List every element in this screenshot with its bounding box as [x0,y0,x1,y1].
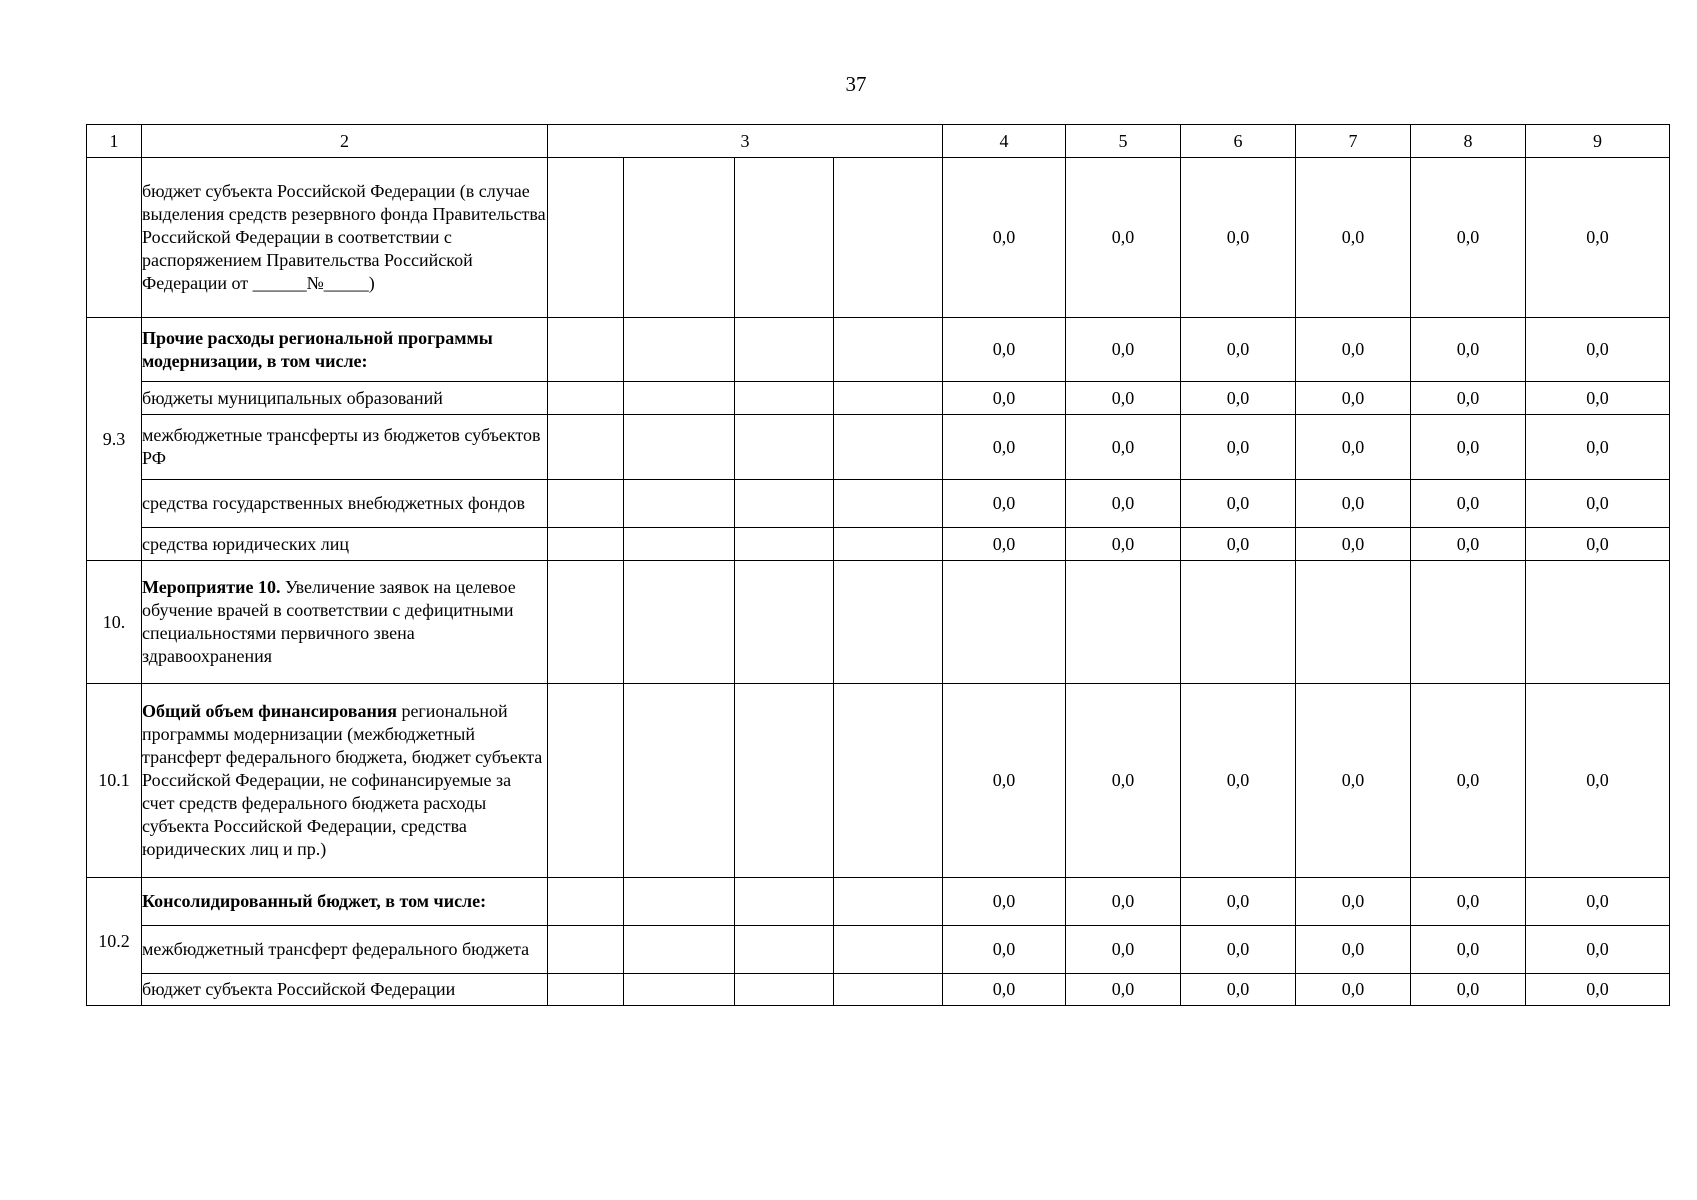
value-cell: 0,0 [1411,684,1526,878]
col3-sub-cell [735,528,834,561]
description-bold-text: Мероприятие 10. [142,577,281,597]
value-cell: 0,0 [1181,974,1296,1006]
value-cell: 0,0 [1066,480,1181,528]
col3-sub-cell [548,878,624,926]
row-description [142,561,548,684]
col3-sub-cell [735,480,834,528]
header-cell: 9 [1526,125,1670,158]
col3-sub-cell [834,684,943,878]
value-cell [1066,561,1181,684]
value-cell: 0,0 [943,318,1066,382]
table-row [87,926,1670,974]
value-cell: 0,0 [943,926,1066,974]
col3-sub-cell [548,415,624,480]
value-cell: 0,0 [1296,974,1411,1006]
value-cell: 0,0 [1066,158,1181,318]
value-cell: 0,0 [1411,382,1526,415]
table-row [87,415,1670,480]
table-row [87,561,1670,684]
col3-sub-cell [548,382,624,415]
col3-sub-cell [735,974,834,1006]
value-cell: 0,0 [1526,382,1670,415]
value-cell [1411,561,1526,684]
row-description [142,382,548,415]
description-bold-text: Прочие расходы региональной программы модернизации, в том числе: [142,327,493,371]
value-cell: 0,0 [1066,878,1181,926]
value-cell: 0,0 [1526,878,1670,926]
table-row [87,318,1670,382]
col3-sub-cell [735,561,834,684]
value-cell: 0,0 [1411,926,1526,974]
value-cell [943,561,1066,684]
col3-sub-cell [548,926,624,974]
col3-sub-cell [548,561,624,684]
value-cell: 0,0 [1411,415,1526,480]
description-text: межбюджетные трансферты из бюджетов субъектов РФ [142,425,541,468]
col3-sub-cell [624,926,735,974]
col3-sub-cell [834,382,943,415]
col3-sub-cell [624,684,735,878]
value-cell: 0,0 [1066,382,1181,415]
header-cell: 1 [87,125,142,158]
row-description [142,158,548,318]
value-cell: 0,0 [1296,926,1411,974]
description-text: бюджет субъекта Российской Федерации (в случае выделения средств резервного фонда Правительства Российской Федерации в соответствии с распоряжением Правительства Российской Федерации от ______№_____) [142,181,546,293]
value-cell: 0,0 [1526,926,1670,974]
col3-sub-cell [548,974,624,1006]
value-cell: 0,0 [1181,480,1296,528]
col3-sub-cell [834,878,943,926]
value-cell: 0,0 [1296,415,1411,480]
value-cell: 0,0 [1411,158,1526,318]
value-cell: 0,0 [1526,480,1670,528]
table-row [87,684,1670,878]
col3-sub-cell [735,318,834,382]
value-cell: 0,0 [1066,684,1181,878]
row-number: 9.3 [87,318,142,561]
value-cell: 0,0 [943,684,1066,878]
budget-table [86,124,1670,1006]
value-cell [1526,561,1670,684]
description-bold-text: Консолидированный бюджет, в том числе: [142,891,487,911]
value-cell: 0,0 [1296,480,1411,528]
value-cell: 0,0 [1411,878,1526,926]
value-cell: 0,0 [1411,318,1526,382]
table-row [87,382,1670,415]
col3-sub-cell [834,480,943,528]
value-cell: 0,0 [943,878,1066,926]
col3-sub-cell [624,158,735,318]
value-cell: 0,0 [1411,480,1526,528]
col3-sub-cell [624,528,735,561]
value-cell [1296,561,1411,684]
col3-sub-cell [624,974,735,1006]
value-cell: 0,0 [1181,382,1296,415]
row-number: 10.2 [87,878,142,1006]
col3-sub-cell [735,382,834,415]
description-bold-text: Общий объем финансирования [142,701,397,721]
value-cell: 0,0 [1066,318,1181,382]
description-text: средства юридических лиц [142,533,349,554]
description-text: межбюджетный трансферт федерального бюджета [142,939,530,959]
value-cell: 0,0 [1526,974,1670,1006]
col3-sub-cell [548,480,624,528]
description-text: Увеличение заявок на целевое обучение врачей в соответствии с дефицитными специальностями первичного звена здравоохранения [142,577,516,666]
value-cell: 0,0 [1296,382,1411,415]
value-cell: 0,0 [1526,318,1670,382]
header-cell: 2 [142,125,548,158]
value-cell: 0,0 [943,974,1066,1006]
page-number: 37 [845,72,867,96]
row-description [142,684,548,878]
value-cell: 0,0 [1066,528,1181,561]
col3-sub-cell [834,158,943,318]
value-cell: 0,0 [943,480,1066,528]
col3-sub-cell [735,926,834,974]
value-cell: 0,0 [1411,974,1526,1006]
value-cell: 0,0 [1411,528,1526,561]
header-cell: 5 [1066,125,1181,158]
header-cell: 8 [1411,125,1526,158]
value-cell: 0,0 [1066,926,1181,974]
header-cell: 7 [1296,125,1411,158]
value-cell: 0,0 [1181,528,1296,561]
value-cell: 0,0 [1526,415,1670,480]
value-cell: 0,0 [943,528,1066,561]
col3-sub-cell [624,382,735,415]
row-description [142,415,548,480]
header-cell: 6 [1181,125,1296,158]
col3-sub-cell [735,158,834,318]
value-cell: 0,0 [1526,158,1670,318]
row-number: 10. [87,561,142,684]
row-description [142,974,548,1006]
value-cell: 0,0 [1526,528,1670,561]
header-cell: 3 [548,125,943,158]
table-row [87,480,1670,528]
col3-sub-cell [624,878,735,926]
table-row [87,878,1670,926]
col3-sub-cell [834,528,943,561]
col3-sub-cell [548,684,624,878]
row-description [142,480,548,528]
value-cell: 0,0 [1181,158,1296,318]
value-cell: 0,0 [1181,926,1296,974]
col3-sub-cell [834,561,943,684]
value-cell: 0,0 [943,415,1066,480]
col3-sub-cell [624,415,735,480]
col3-sub-cell [624,480,735,528]
row-description [142,878,548,926]
table-row [87,528,1670,561]
col3-sub-cell [735,878,834,926]
value-cell: 0,0 [1181,684,1296,878]
col3-sub-cell [548,158,624,318]
row-description [142,528,548,561]
value-cell: 0,0 [1181,878,1296,926]
value-cell: 0,0 [1296,684,1411,878]
value-cell: 0,0 [1066,415,1181,480]
table-row [87,974,1670,1006]
value-cell: 0,0 [943,382,1066,415]
value-cell: 0,0 [1181,415,1296,480]
value-cell: 0,0 [943,158,1066,318]
col3-sub-cell [735,415,834,480]
description-text: бюджет субъекта Российской Федерации [142,979,456,999]
row-description [142,926,548,974]
col3-sub-cell [624,561,735,684]
description-text: средства государственных внебюджетных фондов [142,493,525,513]
col3-sub-cell [624,318,735,382]
row-number [87,158,142,318]
table-row [87,158,1670,318]
description-text: бюджеты муниципальных образований [142,387,443,408]
col3-sub-cell [834,974,943,1006]
value-cell: 0,0 [1296,528,1411,561]
col3-sub-cell [834,318,943,382]
value-cell [1181,561,1296,684]
budget-body [87,125,1670,1006]
value-cell: 0,0 [1526,684,1670,878]
col3-sub-cell [735,684,834,878]
row-number: 10.1 [87,684,142,878]
value-cell: 0,0 [1296,318,1411,382]
description-text: региональной программы модернизации (межбюджетный трансферт федерального бюджета, бюджет субъекта Российской Федерации, не софинансируемые за счет средств федерального бюджета расходы субъекта Российской Федерации, средства юридических лиц и пр.) [142,701,543,859]
value-cell: 0,0 [1066,974,1181,1006]
value-cell: 0,0 [1181,318,1296,382]
value-cell: 0,0 [1296,878,1411,926]
table-header-row [87,125,1670,158]
col3-sub-cell [548,318,624,382]
col3-sub-cell [834,415,943,480]
header-cell: 4 [943,125,1066,158]
row-description [142,318,548,382]
value-cell: 0,0 [1296,158,1411,318]
col3-sub-cell [834,926,943,974]
col3-sub-cell [548,528,624,561]
